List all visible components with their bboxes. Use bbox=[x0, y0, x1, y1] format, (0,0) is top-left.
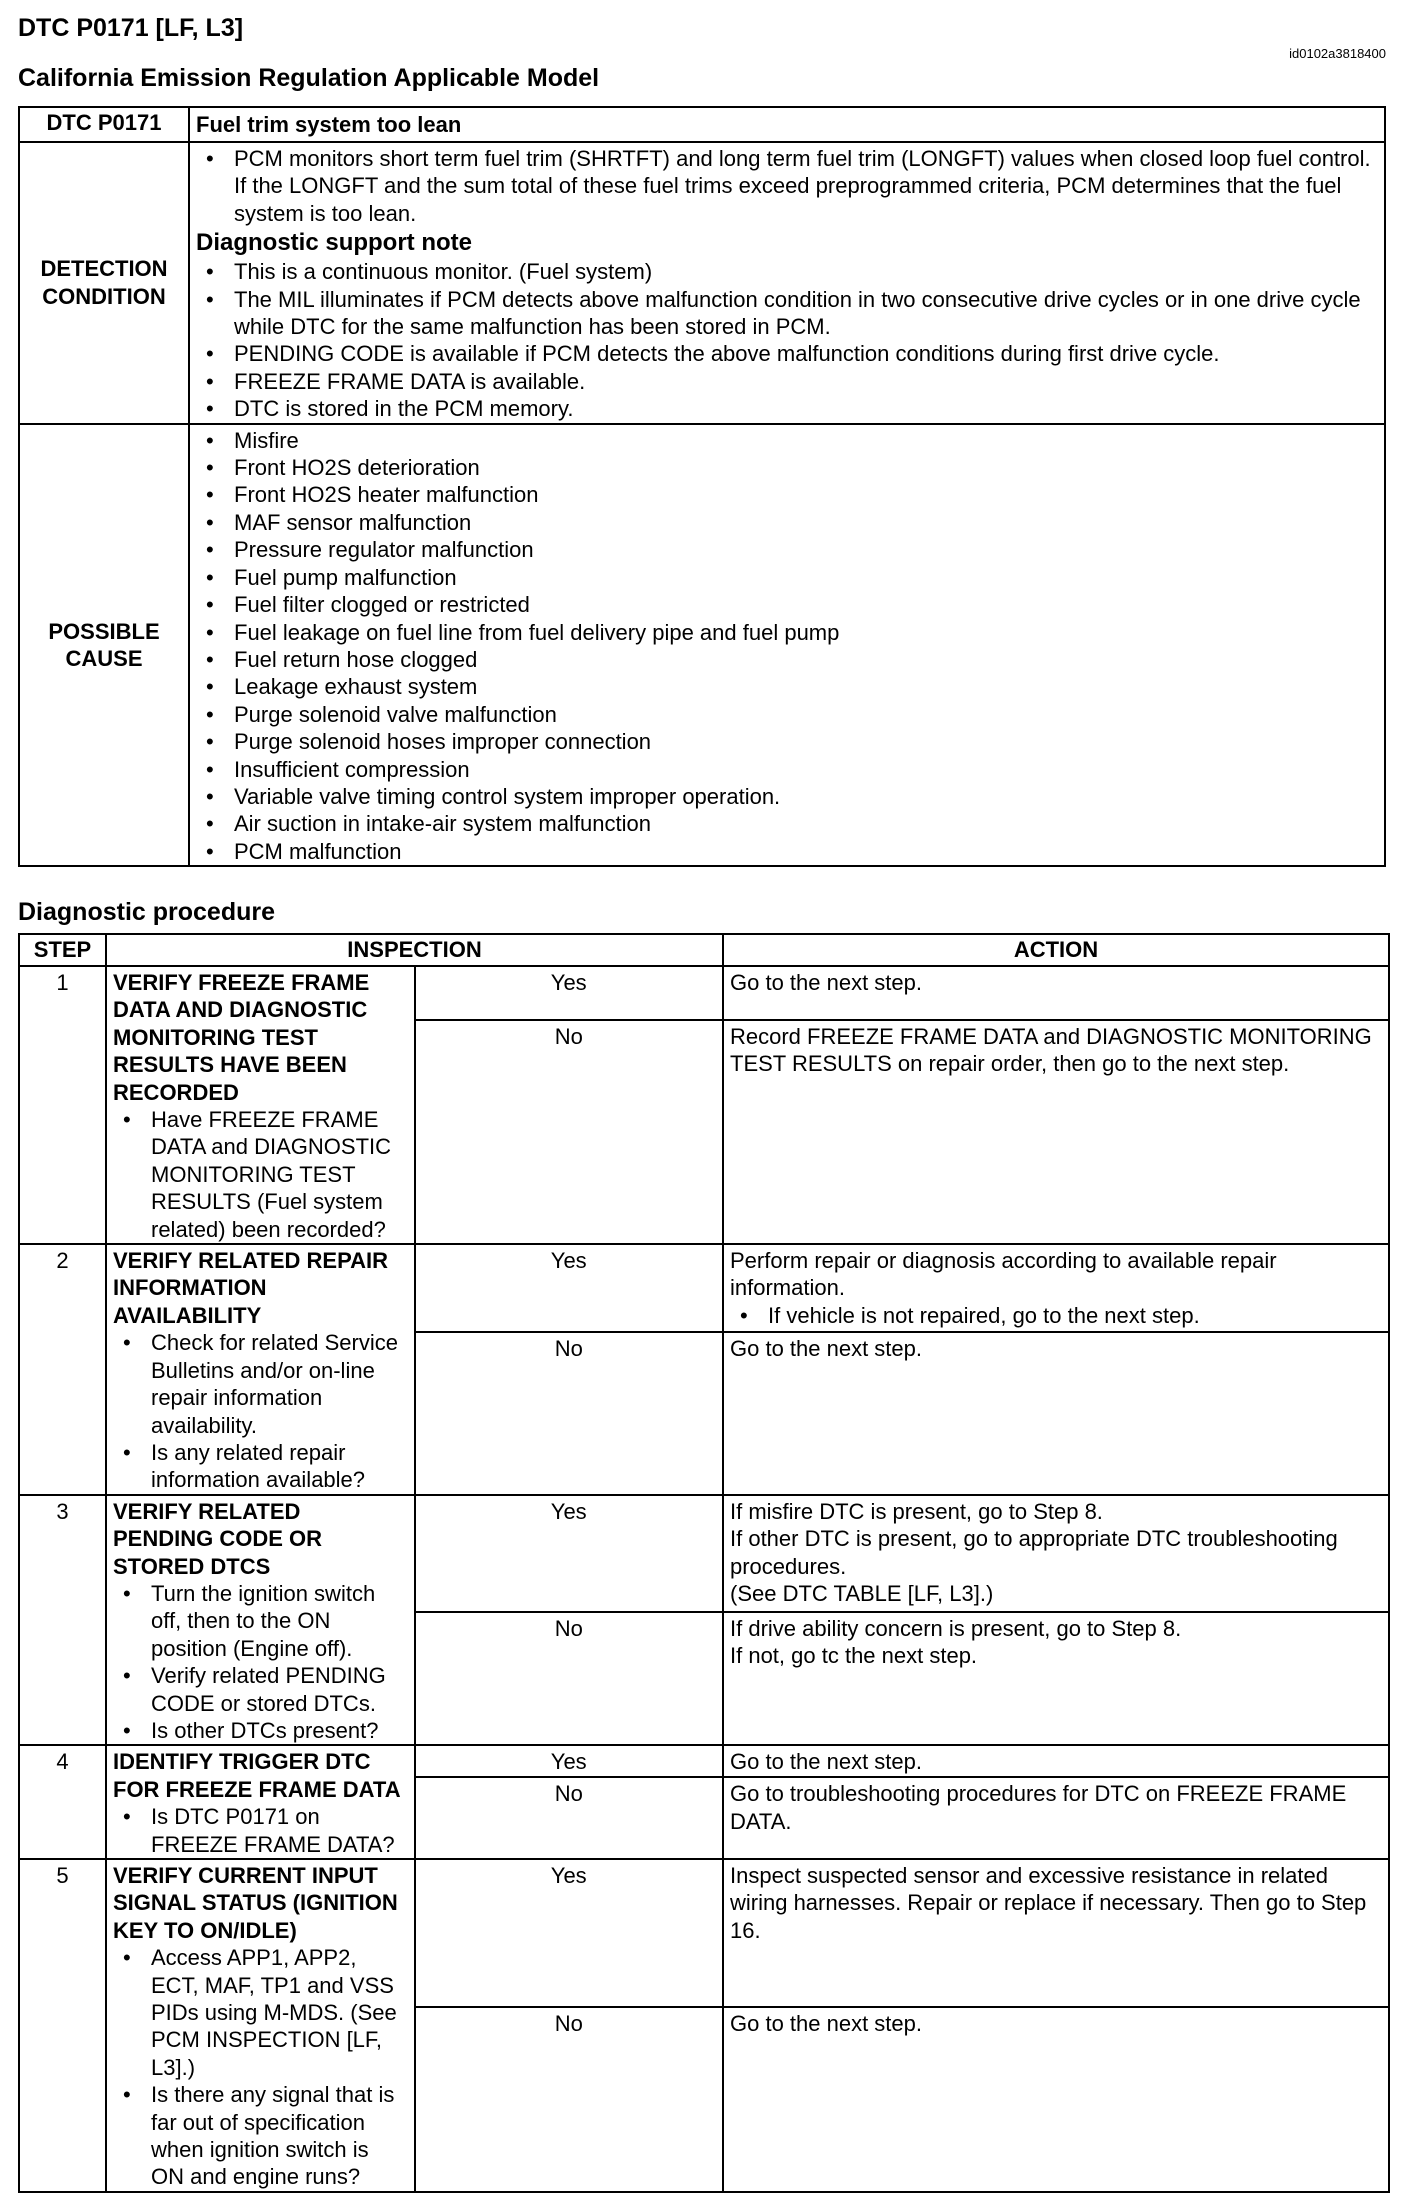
step-row-4-yes bbox=[19, 1745, 1389, 1777]
inspection-bullet: • Turn the ignition switch off, then to the ON position (Engine off). bbox=[113, 1580, 406, 1662]
page-subtitle: California Emission Regulation Applicable Model bbox=[18, 64, 600, 92]
no-action bbox=[723, 2007, 1389, 2192]
diagnostic-procedure-table bbox=[18, 933, 1390, 2193]
cause-bullet: • Variable valve timing control system improper operation. bbox=[196, 783, 1374, 810]
cause-bullet: • Fuel return hose clogged bbox=[196, 646, 1374, 673]
dtc-header-row bbox=[19, 107, 1385, 142]
action-bullets bbox=[730, 1302, 1380, 1329]
detection-condition-content bbox=[189, 142, 1385, 424]
action-line: Perform repair or diagnosis according to available repair information. bbox=[730, 1248, 1277, 1301]
no-action bbox=[723, 1777, 1389, 1859]
inspection-bullet: • Check for related Service Bulletins and/or on-line repair information availability. bbox=[113, 1329, 406, 1439]
procedure-header-row bbox=[19, 934, 1389, 966]
dtc-code-cell: DTC P0171 bbox=[19, 107, 189, 142]
no-action bbox=[723, 1332, 1389, 1495]
dtc-info-table bbox=[18, 106, 1386, 867]
yes-label: Yes bbox=[415, 1495, 724, 1612]
yes-action bbox=[723, 966, 1389, 1020]
action-line: If drive ability concern is present, go to Step 8. bbox=[730, 1615, 1182, 1641]
no-action bbox=[723, 1020, 1389, 1244]
detection-condition-row bbox=[19, 142, 1385, 424]
step-row-3-yes bbox=[19, 1495, 1389, 1612]
cause-bullet: • Fuel leakage on fuel line from fuel delivery pipe and fuel pump bbox=[196, 619, 1374, 646]
action-bullet: • If vehicle is not repaired, go to the next step. bbox=[730, 1302, 1380, 1329]
action-line: Go to the next step. bbox=[730, 970, 923, 995]
cause-bullet: • Air suction in intake-air system malfunction bbox=[196, 810, 1374, 837]
step-inspection bbox=[106, 1244, 415, 1495]
cause-bullet: • Purge solenoid valve malfunction bbox=[196, 701, 1374, 728]
cause-bullet: • Insufficient compression bbox=[196, 756, 1374, 783]
cause-bullet: • Purge solenoid hoses improper connection bbox=[196, 728, 1374, 755]
support-note-bullet: • This is a continuous monitor. (Fuel system) bbox=[196, 258, 1374, 285]
yes-action bbox=[723, 1745, 1389, 1777]
action-line: If other DTC is present, go to appropriate DTC troubleshooting procedures. bbox=[730, 1526, 1338, 1579]
detection-condition-label bbox=[19, 142, 189, 424]
yes-action bbox=[723, 1244, 1389, 1332]
action-line: Go to the next step. bbox=[730, 1749, 923, 1775]
inspection-title: VERIFY RELATED PENDING CODE OR STORED DTCS bbox=[113, 1498, 323, 1579]
detection-bullets bbox=[196, 145, 1374, 227]
step-inspection bbox=[106, 1745, 415, 1859]
diagnostic-procedure-heading: Diagnostic procedure bbox=[18, 898, 275, 926]
inspection-bullet: • Is DTC P0171 on FREEZE FRAME DATA? bbox=[113, 1803, 406, 1858]
inspection-bullet: • Is there any signal that is far out of specification when ignition switch is ON and engine runs? bbox=[113, 2081, 406, 2191]
support-note-bullet: • DTC is stored in the PCM memory. bbox=[196, 395, 1374, 422]
cause-bullet: • Leakage exhaust system bbox=[196, 673, 1374, 700]
cause-bullet: • Pressure regulator malfunction bbox=[196, 536, 1374, 563]
step-inspection bbox=[106, 1495, 415, 1746]
cause-bullet: • Fuel filter clogged or restricted bbox=[196, 591, 1374, 618]
cause-bullet: • Front HO2S heater malfunction bbox=[196, 481, 1374, 508]
support-note-bullets bbox=[196, 258, 1374, 422]
step-inspection bbox=[106, 966, 415, 1244]
support-note-bullet: • The MIL illuminates if PCM detects above malfunction condition in two consecutive drive cycles or in one drive cycle while DTC for the same malfunction has been stored in PCM. bbox=[196, 286, 1374, 341]
step-row-2-yes bbox=[19, 1244, 1389, 1332]
cause-bullet: • Misfire bbox=[196, 427, 1374, 454]
yes-label: Yes bbox=[415, 966, 724, 1020]
no-label: No bbox=[415, 1020, 724, 1244]
inspection-bullets bbox=[113, 1106, 406, 1243]
page-title: DTC P0171 [LF, L3] bbox=[18, 14, 244, 42]
inspection-bullet: • Have FREEZE FRAME DATA and DIAGNOSTIC MONITORING TEST RESULTS (Fuel system related) been recorded? bbox=[113, 1106, 406, 1243]
step-inspection bbox=[106, 1859, 415, 2192]
action-line: If misfire DTC is present, go to Step 8. bbox=[730, 1498, 1103, 1524]
cause-bullet: • MAF sensor malfunction bbox=[196, 509, 1374, 536]
yes-label: Yes bbox=[415, 1244, 724, 1332]
inspection-bullets bbox=[113, 1803, 406, 1858]
step-row-5-yes bbox=[19, 1859, 1389, 2007]
no-label: No bbox=[415, 1332, 724, 1495]
support-note-bullet: • PENDING CODE is available if PCM detects the above malfunction conditions during first drive cycle. bbox=[196, 340, 1374, 367]
cause-bullet: • Front HO2S deterioration bbox=[196, 454, 1374, 481]
detection-label-line2: CONDITION bbox=[42, 283, 166, 309]
yes-action bbox=[723, 1859, 1389, 2007]
yes-label: Yes bbox=[415, 1859, 724, 2007]
possible-cause-row bbox=[19, 424, 1385, 867]
yes-label: Yes bbox=[415, 1745, 724, 1777]
cause-label-line2: CAUSE bbox=[65, 645, 143, 671]
inspection-bullets bbox=[113, 1944, 406, 2191]
possible-cause-label bbox=[19, 424, 189, 867]
inspection-bullet: • Verify related PENDING CODE or stored DTCs. bbox=[113, 1662, 406, 1717]
cause-bullet: • PCM malfunction bbox=[196, 838, 1374, 865]
step-row-1-yes bbox=[19, 966, 1389, 1020]
no-label: No bbox=[415, 1777, 724, 1859]
cause-bullet: • Fuel pump malfunction bbox=[196, 564, 1374, 591]
detection-bullet: • PCM monitors short term fuel trim (SHRTFT) and long term fuel trim (LONGFT) values when closed loop fuel control. If the LONGFT and the sum total of these fuel trims exceed preprogrammed criteria, PCM determines that the fuel system is too lean. bbox=[196, 145, 1374, 227]
support-note-bullet: • FREEZE FRAME DATA is available. bbox=[196, 368, 1374, 395]
diagnostic-support-note-heading: Diagnostic support note bbox=[196, 229, 472, 257]
no-label: No bbox=[415, 1612, 724, 1746]
dtc-description-cell: Fuel trim system too lean bbox=[189, 107, 1385, 142]
detection-label-line1: DETECTION bbox=[40, 256, 168, 282]
document-id: id0102a3818400 bbox=[1289, 46, 1386, 61]
inspection-bullets bbox=[113, 1580, 406, 1744]
inspection-title: VERIFY CURRENT INPUT SIGNAL STATUS (IGNITION KEY TO ON/IDLE) bbox=[113, 1863, 398, 1943]
action-line: (See DTC TABLE [LF, L3].) bbox=[730, 1580, 994, 1606]
inspection-title: IDENTIFY TRIGGER DTC FOR FREEZE FRAME DATA bbox=[113, 1749, 401, 1802]
cause-bullets bbox=[196, 427, 1374, 866]
action-line: Go to the next step. bbox=[730, 2010, 923, 2036]
step-number: 1 bbox=[19, 966, 106, 1244]
yes-action bbox=[723, 1495, 1389, 1612]
step-number: 3 bbox=[19, 1495, 106, 1746]
inspection-bullets bbox=[113, 1329, 406, 1493]
no-label: No bbox=[415, 2007, 724, 2192]
action-line: Record FREEZE FRAME DATA and DIAGNOSTIC MONITORING TEST RESULTS on repair order, then go to the next step. bbox=[730, 1023, 1372, 1077]
step-number: 5 bbox=[19, 1859, 106, 2192]
action-line: Go to the next step. bbox=[730, 1336, 923, 1362]
inspection-title: VERIFY FREEZE FRAME DATA AND DIAGNOSTIC MONITORING TEST RESULTS HAVE BEEN RECORDED bbox=[113, 970, 370, 1105]
inspection-bullet: • Is any related repair information available? bbox=[113, 1439, 406, 1494]
action-line: Inspect suspected sensor and excessive resistance in related wiring harnesses. Repair or replace if necessary. Then go to Step 16. bbox=[730, 1863, 1367, 1943]
action-line: If not, go tc the next step. bbox=[730, 1643, 978, 1669]
inspection-title: VERIFY RELATED REPAIR INFORMATION AVAILABILITY bbox=[113, 1248, 389, 1328]
possible-cause-content bbox=[189, 424, 1385, 867]
no-action bbox=[723, 1612, 1389, 1746]
step-number: 4 bbox=[19, 1745, 106, 1859]
action-column-header: ACTION bbox=[723, 934, 1389, 966]
cause-label-line1: POSSIBLE bbox=[48, 618, 160, 644]
inspection-bullet: • Is other DTCs present? bbox=[113, 1717, 406, 1744]
inspection-column-header: INSPECTION bbox=[106, 934, 723, 966]
step-number: 2 bbox=[19, 1244, 106, 1495]
action-line: Go to troubleshooting procedures for DTC on FREEZE FRAME DATA. bbox=[730, 1781, 1347, 1834]
inspection-bullet: • Access APP1, APP2, ECT, MAF, TP1 and VSS PIDs using M-MDS. (See PCM INSPECTION [LF, L3].) bbox=[113, 1944, 406, 2081]
step-column-header: STEP bbox=[19, 934, 106, 966]
